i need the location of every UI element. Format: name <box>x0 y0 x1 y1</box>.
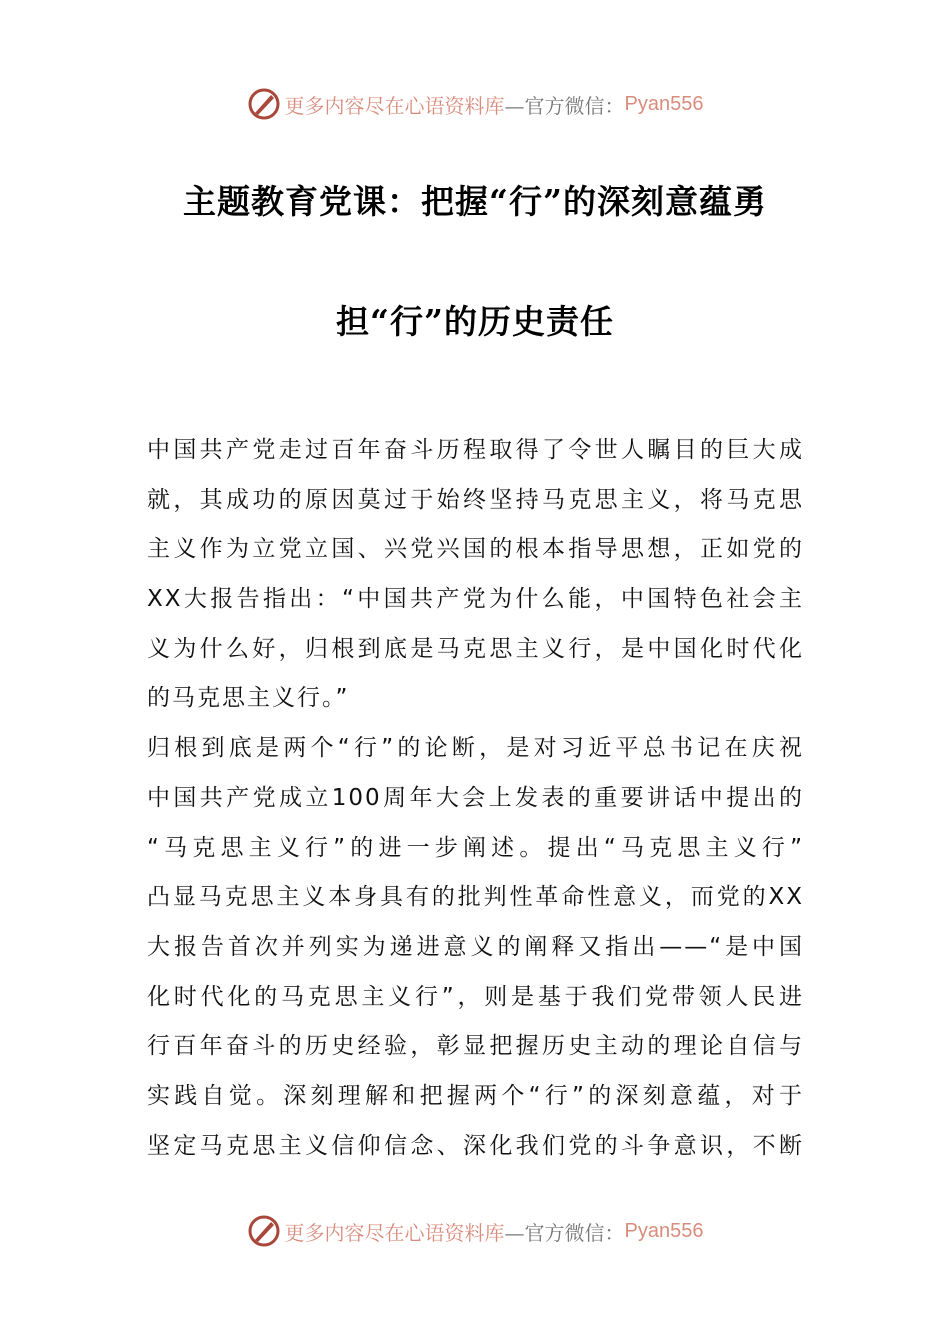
banner-wechat-label: —官方微信： <box>504 1220 625 1245</box>
banner-text: 更多内容尽在心语资料库 <box>284 1220 505 1245</box>
body-line: 主义作为立党立国、兴党兴国的根本指导思想，正如党的 <box>147 536 804 563</box>
body-line: 中国共产党走过百年奋斗历程取得了令世人瞩目的巨大成 <box>147 437 804 463</box>
body-line: 化时代化的马克思主义行”，则是基于我们党带领人民进 <box>147 983 804 1010</box>
footer-watermark-banner <box>0 1211 950 1251</box>
banner-wechat-id: Pyan556 <box>624 1219 704 1242</box>
pen-logo-icon <box>247 1214 281 1248</box>
body-line: 中国共产党成立100周年大会上发表的重要讲话中提出的 <box>147 784 804 811</box>
body-line: 实践自觉。深刻理解和把握两个“行”的深刻意蕴，对于 <box>147 1082 804 1109</box>
body-line: 义为什么好，归根到底是马克思主义行，是中国化时代化 <box>147 635 804 662</box>
body-line: XX大报告指出：“中国共产党为什么能，中国特色社会主 <box>147 586 804 613</box>
document-title-line-2: 担“行”的历史责任 <box>336 302 614 341</box>
body-line: “马克思主义行”的进一步阐述。提出“马克思主义行” <box>147 834 804 861</box>
header-watermark-banner <box>0 84 950 124</box>
banner-wechat-label: —官方微信： <box>504 93 625 118</box>
body-line: 就，其成功的原因莫过于始终坚持马克思主义，将马克思 <box>147 486 804 513</box>
pen-logo-icon <box>247 87 281 121</box>
document-title-line-1: 主题教育党课：把握“行”的深刻意蕴勇 <box>183 182 767 221</box>
body-line: 行百年奋斗的历史经验，彰显把握历史主动的理论自信与 <box>147 1033 804 1060</box>
body-line: 归根到底是两个“行”的论断，是对习近平总书记在庆祝 <box>147 735 804 762</box>
body-line: 大报告首次并列实为递进意义的阐释又指出——“是中国 <box>147 933 804 960</box>
body-line: 坚定马克思主义信仰信念、深化我们党的斗争意识，不断 <box>147 1132 804 1159</box>
body-line: 的马克思主义行。” <box>147 685 350 712</box>
document-body <box>147 430 804 1175</box>
body-line: 凸显马克思主义本身具有的批判性革命性意义，而党的XX <box>147 884 804 911</box>
banner-wechat-id: Pyan556 <box>624 92 704 115</box>
banner-text: 更多内容尽在心语资料库 <box>284 93 505 118</box>
